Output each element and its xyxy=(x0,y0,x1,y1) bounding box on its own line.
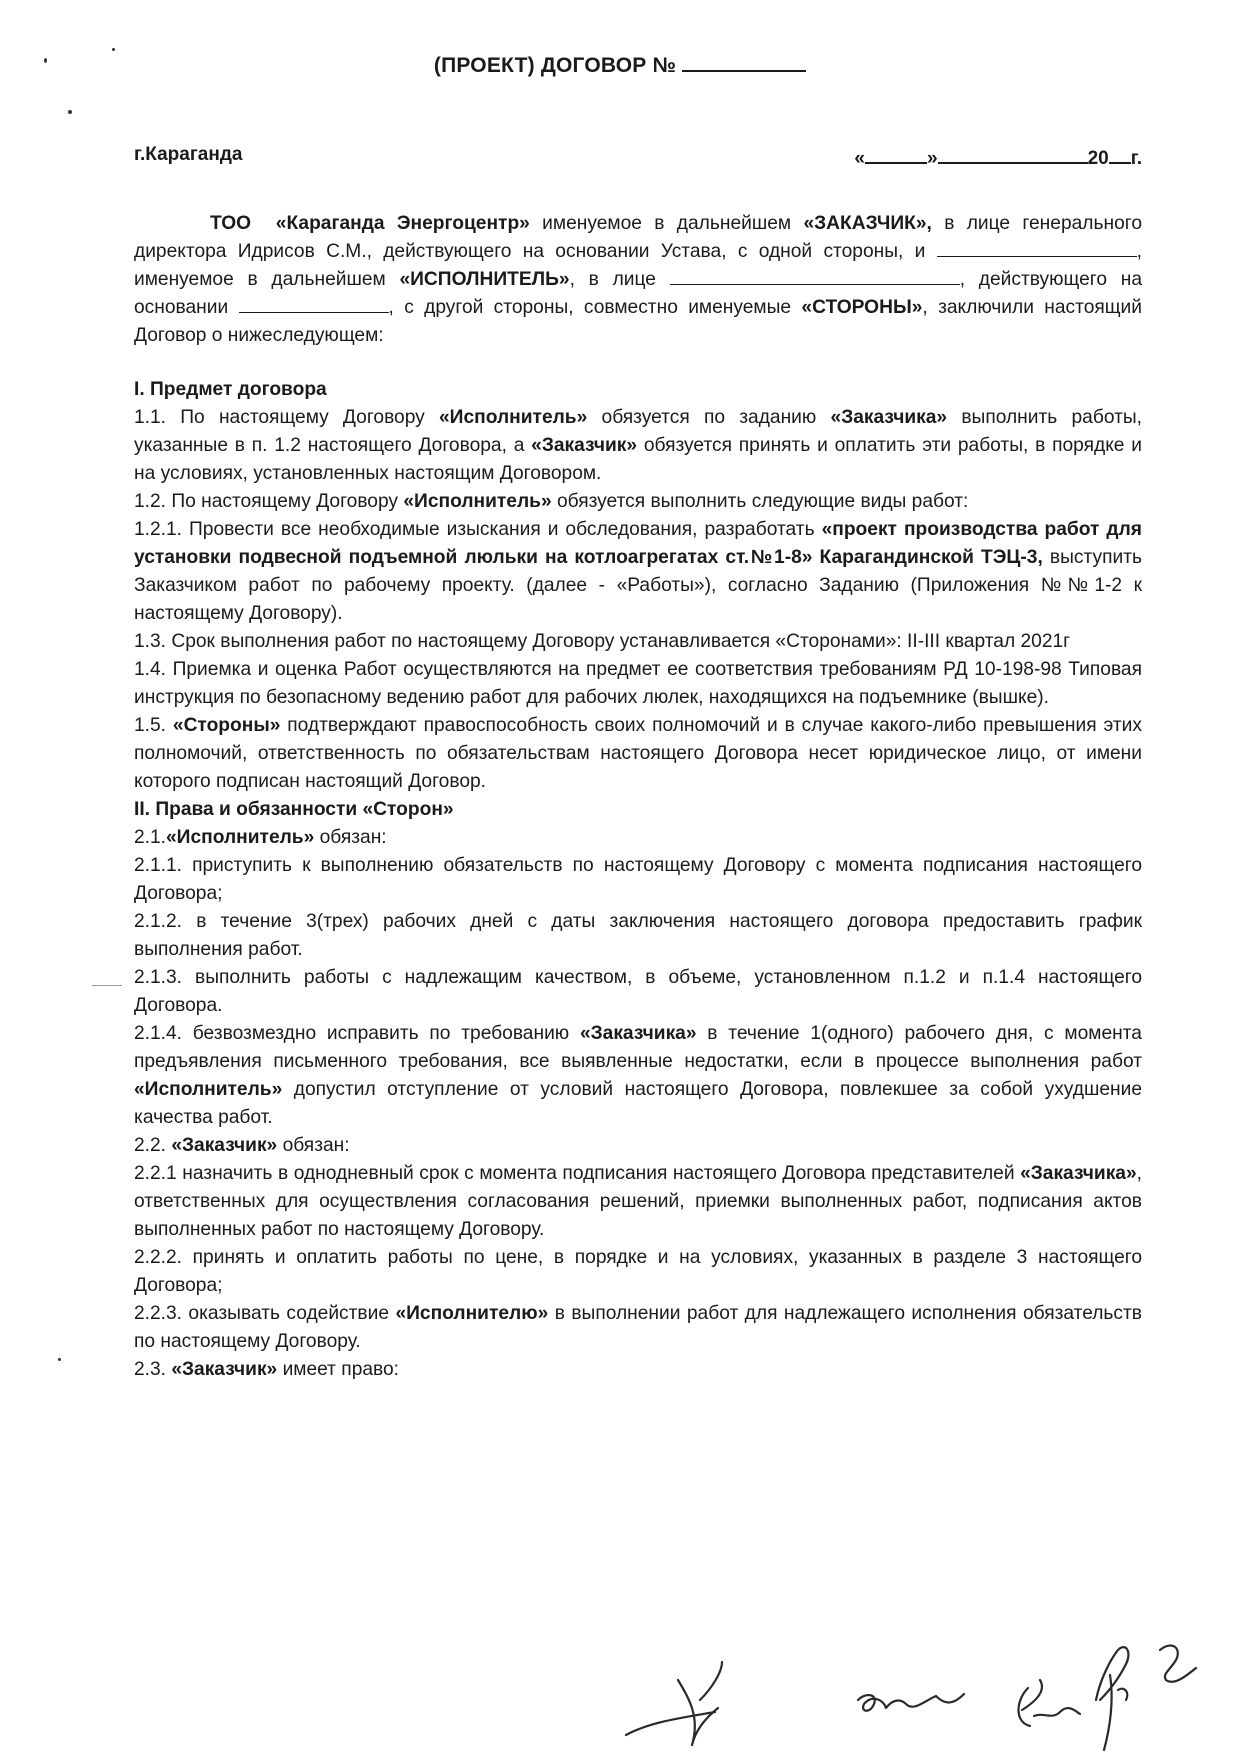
city: г.Караганда xyxy=(134,144,243,165)
clause-1-2-1: 1.2.1. Провести все необходимые изыскания и обследования, разработать «проект производства работ для установки подвесной подъемной люльки на котлоагрегатах ст.№1-8» Карагандинской ТЭЦ-3, выступить Заказчиком работ по рабочему проекту. (далее - «Работы»), согласно Заданию (Приложения №№1-2 к настоящему Договору). xyxy=(134,519,1142,624)
scan-speck xyxy=(44,58,47,63)
signature-2-stroke xyxy=(858,1694,964,1711)
scan-speck xyxy=(92,985,122,986)
contract-body xyxy=(134,210,1142,1384)
title-text: (ПРОЕКТ) ДОГОВОР № xyxy=(433,54,677,77)
day-blank xyxy=(865,144,927,164)
clause-2-1: 2.1.«Исполнитель» обязан: xyxy=(134,827,387,848)
clause-1-5: 1.5. «Стороны» подтверждают правоспособность своих полномочий и в случае какого-либо превышения этих полномочий, ответственность по обязательствам настоящего Договора несет юридическое лицо, от имени которого подписан настоящий Договор. xyxy=(134,715,1142,792)
scan-speck xyxy=(58,1358,61,1361)
signature-3-stroke xyxy=(1019,1680,1081,1726)
executor-name-blank xyxy=(937,238,1137,257)
clause-1-4: 1.4. Приемка и оценка Работ осуществляются на предмет ее соответствия требованиям РД 10-198-98 Типовая инструкция по безопасному ведению работ для рабочих люлек, находящихся на подъемнике (вышке). xyxy=(134,659,1142,708)
clause-2-3: 2.3. «Заказчик» имеет право: xyxy=(134,1359,400,1380)
executor-representative-blank xyxy=(670,266,960,285)
scan-speck xyxy=(112,48,115,51)
document-title xyxy=(0,52,1240,78)
clause-2-1-3: 2.1.3. выполнить работы с надлежащим качеством, в объеме, установленном п.1.2 и п.1.4 настоящего Договора. xyxy=(134,967,1142,1016)
signature-5-stroke xyxy=(1160,1645,1196,1681)
executor-basis-blank xyxy=(239,294,389,313)
clause-2-2-2: 2.2.2. принять и оплатить работы по цене, в порядке и на условиях, указанных в разделе 3 настоящего Договора; xyxy=(134,1247,1142,1296)
contract-number-blank xyxy=(682,52,806,72)
section-2-heading: II. Права и обязанности «Сторон» xyxy=(134,799,454,820)
clause-1-1: 1.1. По настоящему Договору «Исполнитель» обязуется по заданию «Заказчика» выполнить работы, указанные в п. 1.2 настоящего Договора, а «Заказчик» обязуется принять и оплатить эти работы, в порядке и на условиях, установленных настоящим Договором. xyxy=(134,407,1143,484)
clause-1-3: 1.3. Срок выполнения работ по настоящему Договору устанавливается «Сторонами»: II-III квартал 2021г xyxy=(134,631,1071,652)
clause-2-2-3: 2.2.3. оказывать содействие «Исполнителю» в выполнении работ для надлежащего исполнения обязательств по настоящему Договору. xyxy=(134,1303,1143,1352)
clause-2-2-1: 2.2.1 назначить в однодневный срок с момента подписания настоящего Договора представителей «Заказчика», ответственных для осуществления согласования решений, приемки выполненных работ, подписания актов выполненных работ по настоящему Договору. xyxy=(134,1163,1142,1240)
month-blank xyxy=(938,144,1088,164)
section-1-heading: I. Предмет договора xyxy=(134,379,327,400)
clause-2-1-1: 2.1.1. приступить к выполнению обязательств по настоящему Договору с момента подписания настоящего Договора; xyxy=(134,855,1142,904)
clause-2-2: 2.2. «Заказчик» обязан: xyxy=(134,1135,350,1156)
date-line: « » 20 г. xyxy=(854,144,1142,170)
clause-2-1-4: 2.1.4. безвозмездно исправить по требованию «Заказчика» в течение 1(одного) рабочего дня, с момента предъявления письменного требования, все выявленные недостатки, если в процессе выполнения работ «Исполнитель» допустил отступление от условий настоящего Договора, повлекшее за собой ухудшение качества работ. xyxy=(134,1023,1142,1128)
signature-4-stroke xyxy=(1096,1647,1128,1750)
clause-1-2: 1.2. По настоящему Договору «Исполнитель» обязуется выполнить следующие виды работ: xyxy=(134,491,969,512)
year-blank xyxy=(1109,144,1131,164)
clause-2-1-2: 2.1.2. в течение 3(трех) рабочих дней с даты заключения настоящего договора предоставить график выполнения работ. xyxy=(134,911,1142,960)
scan-speck xyxy=(68,110,72,114)
preamble: ТОО «Караганда Энергоцентр» именуемое в дальнейшем «ЗАКАЗЧИК», в лице генерального директора Идрисов С.М., действующего на основании Устава, с одной стороны, и , именуемое в дальнейшем «ИСПОЛНИТЕЛЬ», в лице , действующего на основании , с другой стороны, совместно именуемые «СТОРОНЫ», заключили настоящий Договор о нижеследующем: xyxy=(134,213,1142,346)
signature-1-stroke xyxy=(626,1662,722,1745)
